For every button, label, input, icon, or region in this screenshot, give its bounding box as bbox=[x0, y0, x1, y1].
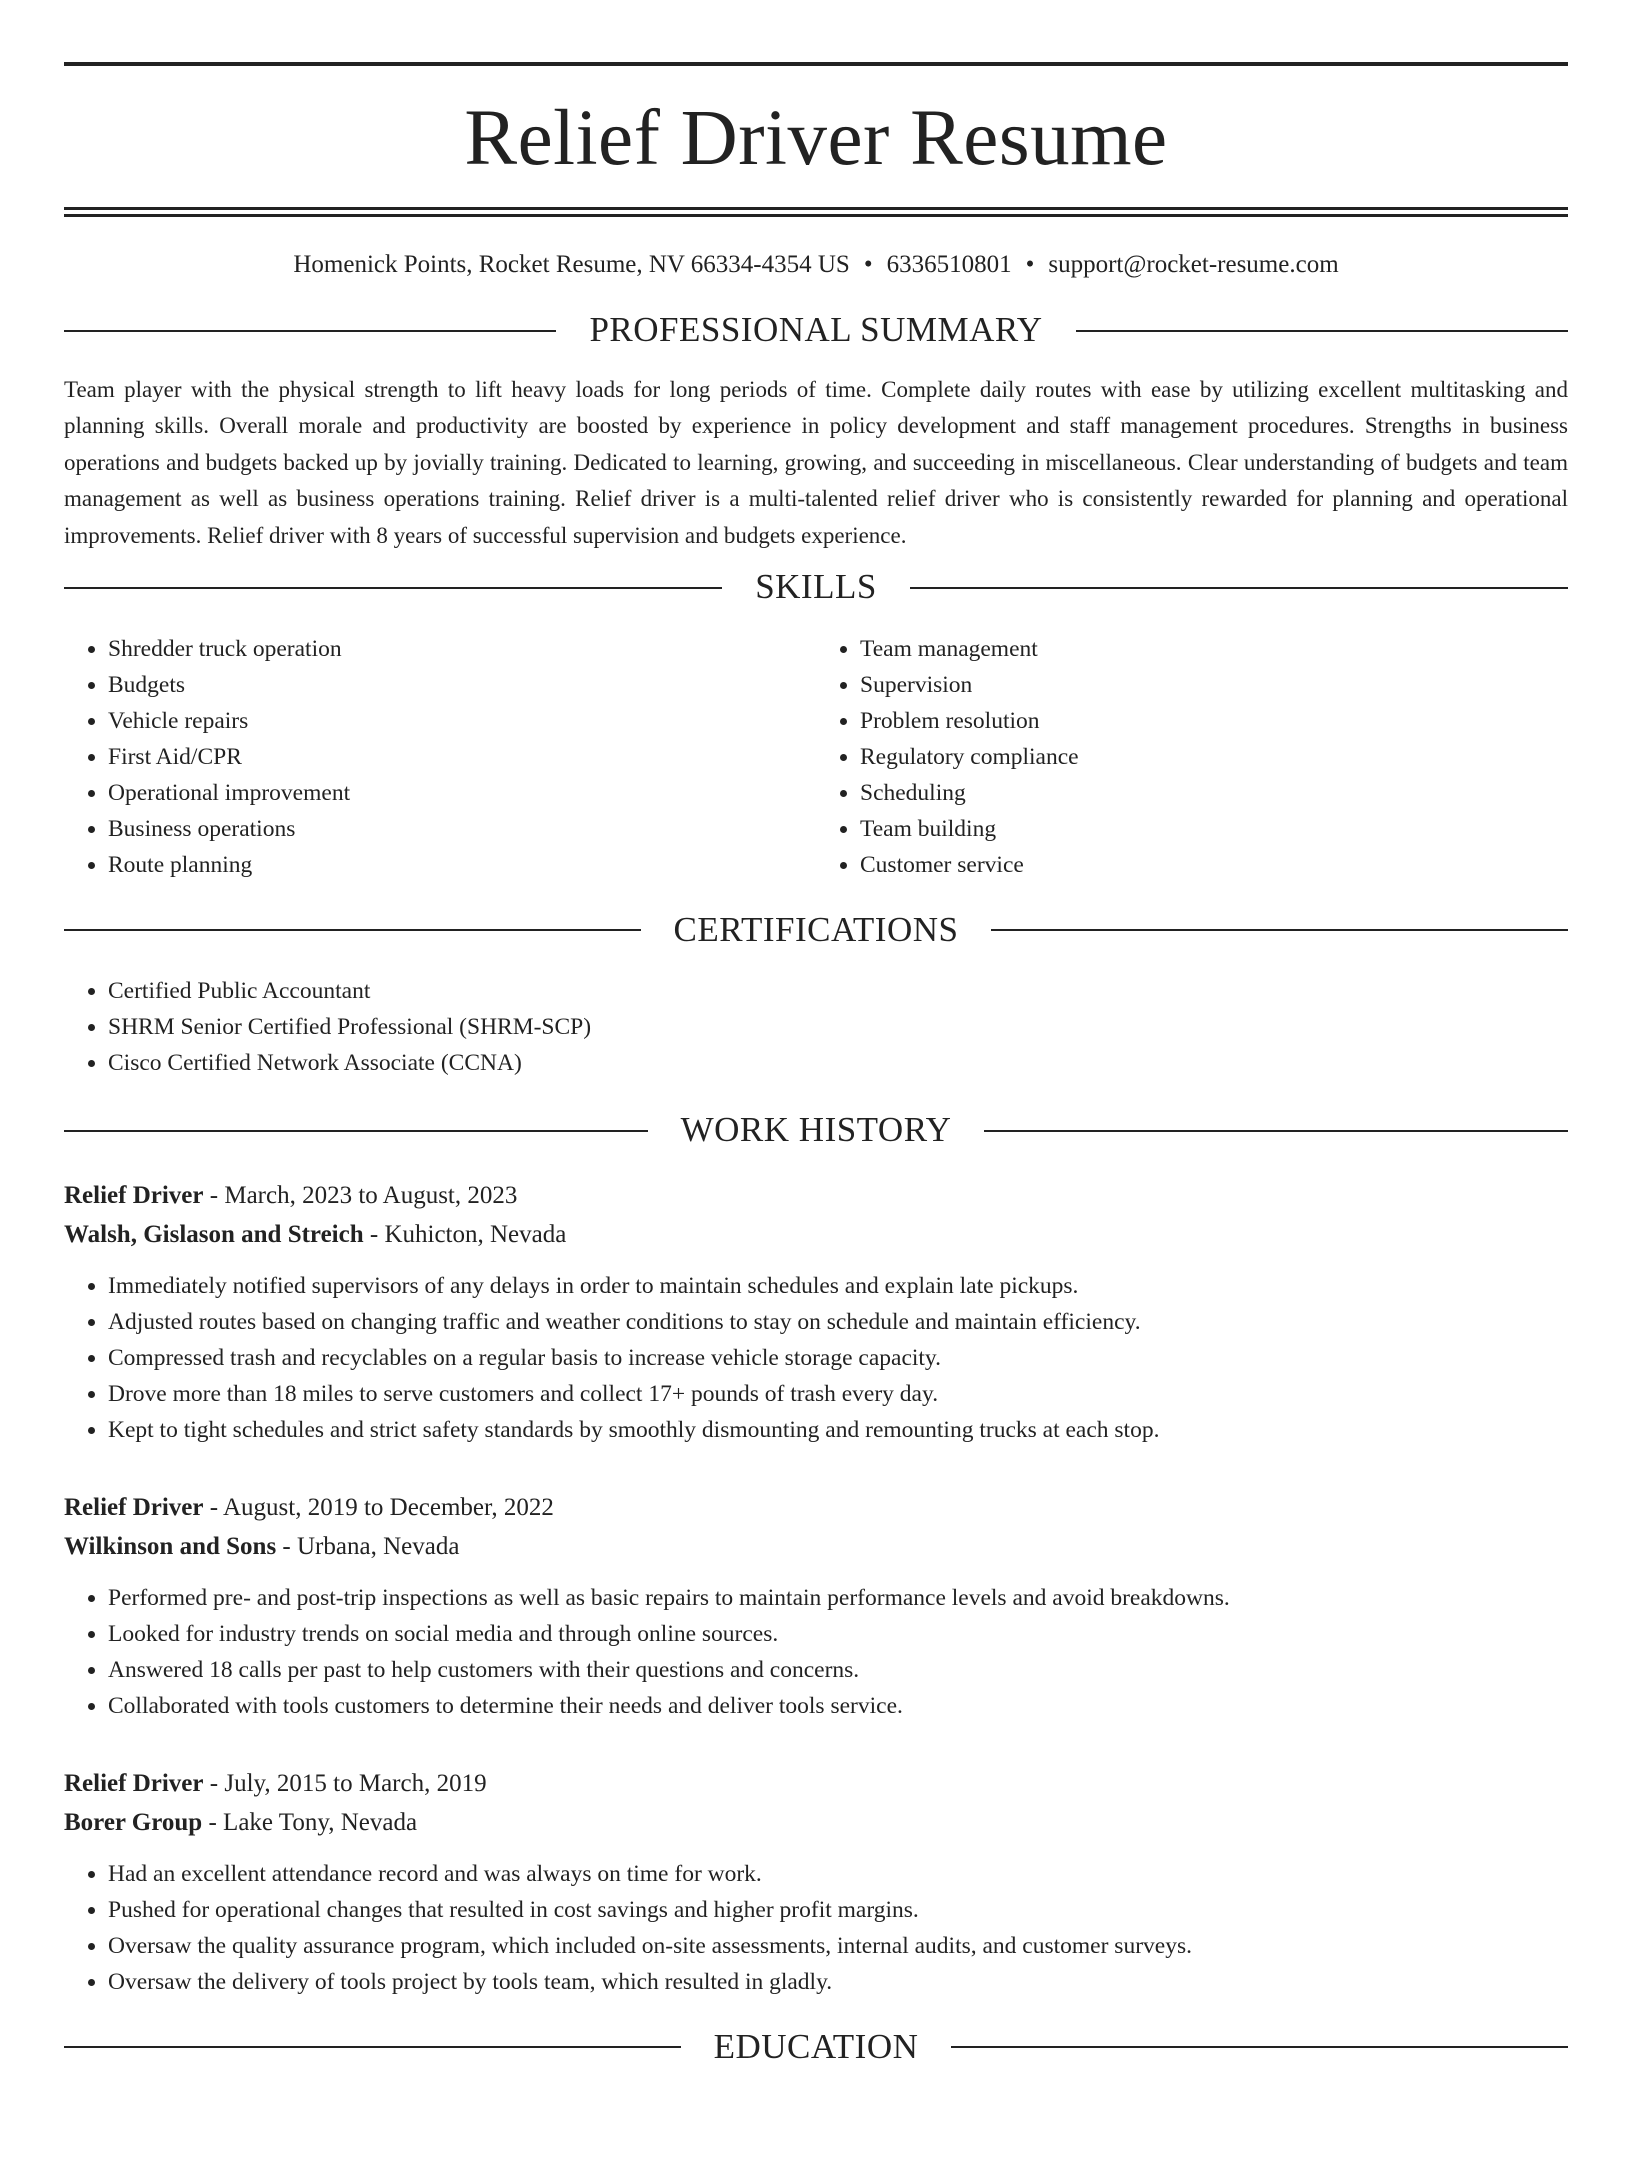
job-company: Borer Group bbox=[64, 1808, 203, 1836]
job-bullet: • Looked for industry trends on social media and through online sources. bbox=[108, 1616, 1568, 1652]
job-company: Walsh, Gislason and Streich bbox=[64, 1220, 364, 1248]
job-company: Wilkinson and Sons bbox=[64, 1532, 277, 1560]
job-title: Relief Driver bbox=[64, 1769, 204, 1797]
section-rule-right bbox=[991, 929, 1568, 931]
job-location: - Urbana, Nevada bbox=[276, 1532, 460, 1560]
skills-list-left bbox=[64, 631, 816, 883]
job-bullets bbox=[64, 1856, 1568, 2000]
skills-grid bbox=[64, 631, 1568, 883]
resume-title: Relief Driver Resume bbox=[464, 95, 1168, 182]
skill-item: • Vehicle repairs bbox=[108, 703, 816, 739]
certification-item: • SHRM Senior Certified Professional (SHRM-SCP) bbox=[108, 1009, 1568, 1045]
job-location: - Kuhicton, Nevada bbox=[363, 1220, 567, 1248]
skills-list-right bbox=[816, 631, 1568, 883]
skill-item: • Team building bbox=[860, 811, 1568, 847]
summary-text: Team player with the physical strength to lift heavy loads for long periods of time. Complete daily routes with ease by utilizing excellent multitasking and planning skills. Overall morale and productivity are boosted by experience in policy development and staff management procedures. Strengths in business operations and budgets backed up by jovially training. Dedicated to learning, growing, and succeeding in miscellaneous. Clear understanding of budgets and team management as well as business operations training. Relief driver is a multi-talented relief driver who is consistently rewarded for planning and operational improvements. Relief driver with 8 years of successful supervision and budgets experience. bbox=[64, 376, 1568, 548]
summary-heading: PROFESSIONAL SUMMARY bbox=[589, 310, 1043, 350]
job-bullet: • Oversaw the quality assurance program, which included on-site assessments, internal audits, and customer surveys. bbox=[108, 1928, 1568, 1964]
certifications-section-header bbox=[64, 911, 1568, 950]
section-rule-right bbox=[1076, 330, 1568, 332]
job-bullet: • Performed pre- and post-trip inspections as well as basic repairs to maintain performance levels and avoid breakdowns. bbox=[108, 1580, 1568, 1616]
section-rule-right bbox=[984, 1130, 1568, 1132]
job-bullet: • Drove more than 18 miles to serve customers and collect 17+ pounds of trash every day. bbox=[108, 1376, 1568, 1412]
job-entry bbox=[64, 1764, 1568, 2000]
skill-item: • Team management bbox=[860, 631, 1568, 667]
title-double-rule bbox=[64, 207, 1568, 217]
skill-item: • Supervision bbox=[860, 667, 1568, 703]
job-company-line bbox=[64, 1215, 1568, 1254]
skill-item: • Regulatory compliance bbox=[860, 739, 1568, 775]
job-bullets bbox=[64, 1580, 1568, 1724]
skill-item: • Problem resolution bbox=[860, 703, 1568, 739]
job-title-line bbox=[64, 1176, 1568, 1215]
section-rule-left bbox=[64, 330, 556, 332]
skills-heading: SKILLS bbox=[755, 567, 877, 607]
job-title: Relief Driver bbox=[64, 1493, 204, 1521]
contact-separator: • bbox=[863, 251, 873, 279]
job-bullet: • Collaborated with tools customers to determine their needs and deliver tools service. bbox=[108, 1688, 1568, 1724]
job-dates: - August, 2019 to December, 2022 bbox=[203, 1493, 554, 1521]
education-section-header bbox=[64, 2028, 1568, 2067]
job-entry bbox=[64, 1176, 1568, 1448]
job-bullet: • Oversaw the delivery of tools project by tools team, which resulted in gladly. bbox=[108, 1964, 1568, 2000]
contact-address: Homenick Points, Rocket Resume, NV 66334-4354 US bbox=[293, 251, 850, 279]
section-rule-right bbox=[910, 587, 1568, 589]
section-rule-left bbox=[64, 587, 722, 589]
skills-section-header bbox=[64, 568, 1568, 607]
summary-section-header bbox=[64, 311, 1568, 350]
certifications-list bbox=[64, 973, 1568, 1081]
certification-item: • Certified Public Accountant bbox=[108, 973, 1568, 1009]
certifications-heading: CERTIFICATIONS bbox=[673, 909, 959, 949]
skill-item: • Operational improvement bbox=[108, 775, 816, 811]
job-title-line bbox=[64, 1488, 1568, 1527]
job-title-line bbox=[64, 1764, 1568, 1803]
skill-item: • Business operations bbox=[108, 811, 816, 847]
contact-email: support@rocket-resume.com bbox=[1048, 251, 1339, 279]
skill-item: • First Aid/CPR bbox=[108, 739, 816, 775]
contact-phone: 6336510801 bbox=[886, 251, 1012, 279]
job-company-line bbox=[64, 1803, 1568, 1842]
work-history-heading: WORK HISTORY bbox=[680, 1110, 952, 1150]
contact-separator: • bbox=[1025, 251, 1035, 279]
job-bullet: • Adjusted routes based on changing traffic and weather conditions to stay on schedule and maintain efficiency. bbox=[108, 1304, 1568, 1340]
skill-item: • Scheduling bbox=[860, 775, 1568, 811]
job-title: Relief Driver bbox=[64, 1181, 204, 1209]
contact-line bbox=[64, 250, 1568, 280]
job-bullets bbox=[64, 1268, 1568, 1448]
job-location: - Lake Tony, Nevada bbox=[202, 1808, 418, 1836]
job-dates: - March, 2023 to August, 2023 bbox=[203, 1181, 518, 1209]
top-rule bbox=[64, 62, 1568, 66]
skill-item: • Customer service bbox=[860, 847, 1568, 883]
work-history-section-header bbox=[64, 1111, 1568, 1150]
job-bullet: • Immediately notified supervisors of any delays in order to maintain schedules and explain late pickups. bbox=[108, 1268, 1568, 1304]
job-entry bbox=[64, 1488, 1568, 1724]
job-bullet: • Had an excellent attendance record and was always on time for work. bbox=[108, 1856, 1568, 1892]
skill-item: • Budgets bbox=[108, 667, 816, 703]
section-rule-left bbox=[64, 1130, 648, 1132]
skill-item: • Shredder truck operation bbox=[108, 631, 816, 667]
job-bullet: • Pushed for operational changes that resulted in cost savings and higher profit margins. bbox=[108, 1892, 1568, 1928]
job-company-line bbox=[64, 1527, 1568, 1566]
job-dates: - July, 2015 to March, 2019 bbox=[203, 1769, 487, 1797]
job-bullet: • Kept to tight schedules and strict safety standards by smoothly dismounting and remounting trucks at each stop. bbox=[108, 1412, 1568, 1448]
section-rule-left bbox=[64, 2046, 681, 2048]
certification-item: • Cisco Certified Network Associate (CCNA) bbox=[108, 1045, 1568, 1081]
job-bullet: • Answered 18 calls per past to help customers with their questions and concerns. bbox=[108, 1652, 1568, 1688]
section-rule-right bbox=[951, 2046, 1568, 2048]
job-bullet: • Compressed trash and recyclables on a regular basis to increase vehicle storage capacity. bbox=[108, 1340, 1568, 1376]
section-rule-left bbox=[64, 929, 641, 931]
resume-page bbox=[0, 62, 1632, 2174]
education-heading: EDUCATION bbox=[713, 2026, 919, 2066]
skill-item: • Route planning bbox=[108, 847, 816, 883]
